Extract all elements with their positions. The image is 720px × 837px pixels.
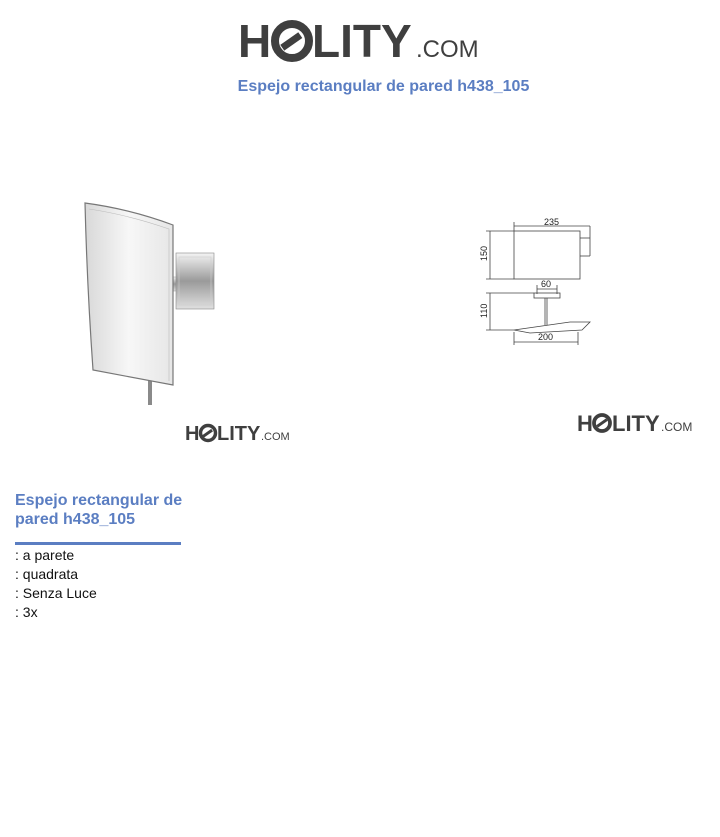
holity-logo-small	[185, 421, 290, 445]
dimension-arm-label: 60	[541, 279, 552, 289]
title-divider	[15, 542, 181, 545]
technical-drawing	[470, 212, 595, 347]
attribute-item: : Senza Luce	[15, 585, 97, 601]
product-photo	[75, 195, 225, 410]
dimension-base-label: 200	[538, 332, 554, 342]
logo-letters-lity: LITY	[612, 411, 660, 436]
logo-letter-h: H	[185, 423, 200, 445]
product-title: Espejo rectangular de pared h438_105	[15, 492, 183, 528]
dimension-depth-label: 110	[479, 303, 489, 318]
logo-o-icon	[275, 24, 309, 58]
attribute-list	[15, 546, 97, 622]
dimension-width-label: 235	[544, 217, 560, 227]
logo-suffix: .COM	[416, 36, 479, 63]
attribute-item: : quadrata	[15, 566, 79, 582]
logo-suffix: .COM	[261, 431, 290, 443]
logo-letters-lity: LITY	[217, 423, 261, 445]
logo-o-icon	[594, 415, 610, 431]
page-title: Espejo rectangular de pared h438_105	[237, 78, 530, 95]
logo-letters-lity: LITY	[312, 15, 412, 67]
logo-o-icon	[201, 426, 216, 441]
holity-logo[interactable]	[238, 12, 488, 68]
logo-letter-h: H	[238, 15, 272, 67]
holity-logo-small	[577, 410, 693, 436]
dimension-height-label: 150	[479, 245, 489, 261]
logo-letter-h: H	[577, 411, 593, 436]
attribute-item: : 3x	[15, 604, 38, 620]
attribute-item: : a parete	[15, 547, 75, 563]
logo-suffix: .COM	[661, 420, 693, 434]
